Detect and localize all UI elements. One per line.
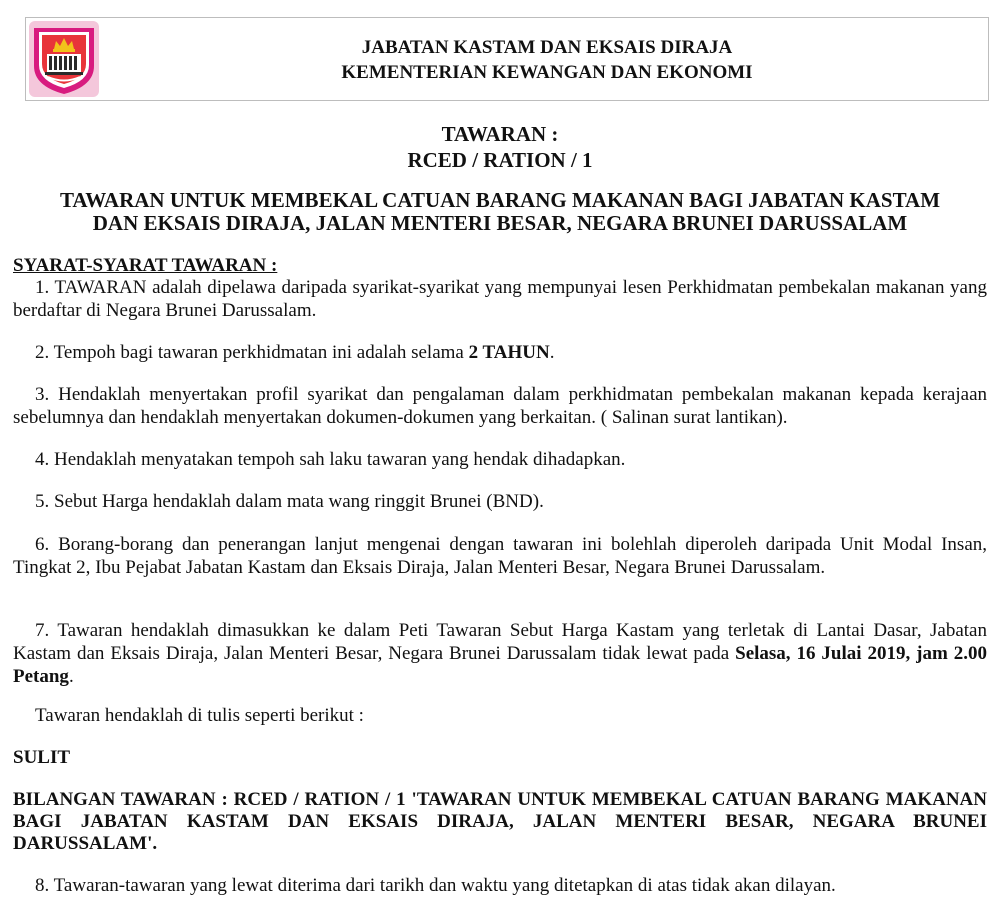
term-1: 1. TAWARAN adalah dipelawa daripada syarikat-syarikat yang mempunyai lesen Perkhidmatan pembekalan makanan yang berdaftar di Negara Brunei Darussalam. [13,277,987,321]
terms-heading: SYARAT-SYARAT TAWARAN : [13,255,278,276]
term-7 [13,619,987,688]
tender-title [0,121,1000,173]
term-8: 8. Tawaran-tawaran yang lewat diterima dari tarikh dan waktu yang ditetapkan di atas tidak akan dilayan. [35,875,836,896]
term-7-deadline: Selasa, 16 Julai 2019, jam 2.00 Petang [13,643,987,687]
term-2-text: 2. Tempoh bagi tawaran perkhidmatan ini adalah selama [35,342,469,363]
term-2-duration: 2 TAHUN [468,342,550,363]
tender-number-format: BILANGAN TAWARAN : RCED / RATION / 1 'TAWARAN UNTUK MEMBEKAL CATUAN BARANG MAKANAN BAGI JABATAN KASTAM DAN EKSAIS DIRAJA, JALAN MENTERI BESAR, NEGARA BRUNEI DARUSSALAM'. [13,789,987,854]
tender-subject-line1: TAWARAN UNTUK MEMBEKAL CATUAN BARANG MAKANAN BAGI JABATAN KASTAM [59,188,941,212]
term-5: 5. Sebut Harga hendaklah dalam mata wang ringgit Brunei (BND). [35,491,544,512]
term-2 [13,341,987,364]
department-name: JABATAN KASTAM DAN EKSAIS DIRAJA [361,37,733,58]
letterhead-title [106,35,988,85]
tender-label: TAWARAN : [441,122,559,146]
tender-subject-line2: DAN EKSAIS DIRAJA, JALAN MENTERI BESAR, NEGARA BRUNEI DARUSSALAM [92,211,908,235]
customs-emblem-logo [28,20,100,98]
letterhead [25,17,989,101]
term-7-end: . [68,666,74,687]
ministry-name: KEMENTERIAN KEWANGAN DAN EKONOMI [341,62,753,83]
term-3: 3. Hendaklah menyertakan profil syarikat dan pengalaman dalam perkhidmatan pembekalan makanan kepada kerajaan sebelumnya dan hendaklah menyertakan dokumen-dokumen yang berkaitan. ( Salinan surat lantikan). [13,384,987,428]
term-2-end: . [549,342,555,363]
term-7-text: 7. Tawaran hendaklah dimasukkan ke dalam Peti Tawaran Sebut Harga Kastam yang terletak di Lantai Dasar, Jabatan Kastam dan Eksais Diraja, Jalan Menteri Besar, Negara Brunei Darussalam tidak lewat pada [13,620,987,664]
tender-reference: RCED / RATION / 1 [407,148,593,172]
write-as-instruction: Tawaran hendaklah di tulis seperti berikut : [35,705,364,726]
tender-subject [0,189,1000,235]
term-6: 6. Borang-borang dan penerangan lanjut mengenai dengan tawaran ini bolehlah diperoleh daripada Unit Modal Insan, Tingkat 2, Ibu Pejabat Jabatan Kastam dan Eksais Diraja, Jalan Menteri Besar, Negara Brunei Darussalam. [13,534,987,578]
term-4: 4. Hendaklah menyatakan tempoh sah laku tawaran yang hendak dihadapkan. [35,449,626,470]
sulit-label: SULIT [13,747,71,768]
